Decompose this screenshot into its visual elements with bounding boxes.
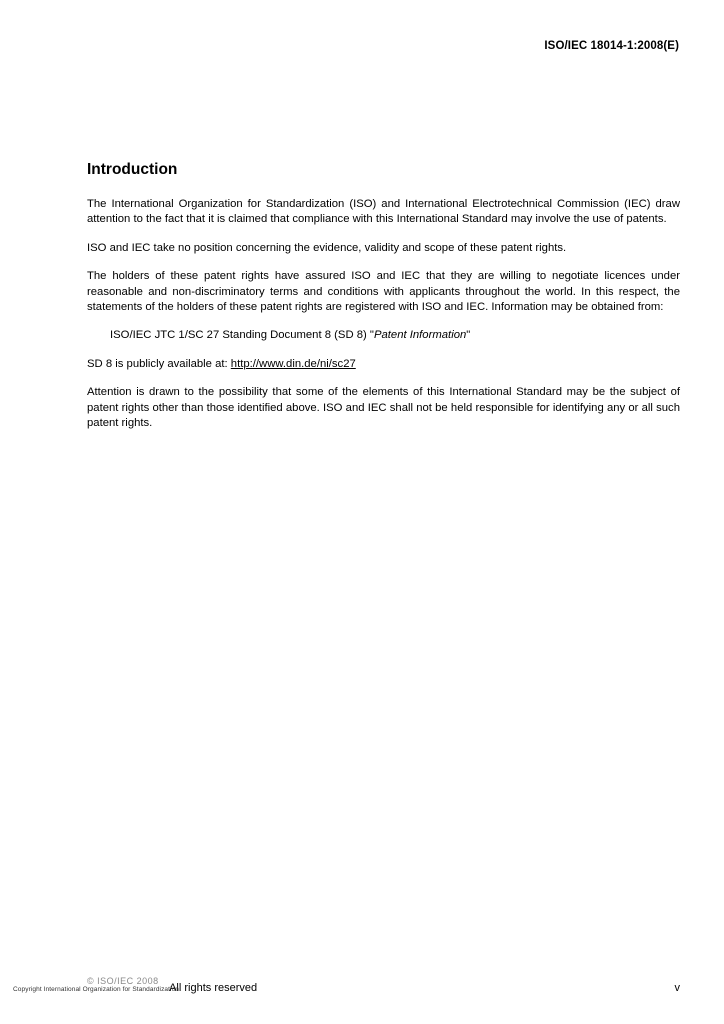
paragraph-holders-assurance: The holders of these patent rights have assured ISO and IEC that they are willing to negotiate licences under reasonable and non-discriminatory terms and conditions with applicants throughout the world. In this respect, the statements of the holders of these patent rights are registered with ISO and IEC. Information may be obtained from:	[87, 270, 680, 314]
availability-prefix: SD 8 is publicly available at:	[87, 357, 231, 370]
standing-document-suffix: "	[466, 329, 471, 342]
paragraph-standing-document	[87, 328, 680, 343]
paragraph-availability	[87, 357, 680, 372]
standing-document-prefix: ISO/IEC JTC 1/SC 27 Standing Document 8 (SD 8) "	[110, 329, 374, 342]
sd8-link[interactable]: http://www.din.de/ni/sc27	[230, 357, 356, 370]
patent-information-title: Patent Information	[373, 329, 467, 342]
copyright-watermark: Copyright International Organization for Standardization	[13, 986, 180, 993]
paragraph-attention: Attention is drawn to the possibility that some of the elements of this International Standard may be the subject of patent rights other than those identified above. ISO and IEC shall not be held responsible for identifying any or all such patent rights.	[87, 386, 680, 430]
footer-copyright-overlay: © ISO/IEC 2008	[87, 976, 159, 986]
paragraph-no-position: ISO and IEC take no position concerning the evidence, validity and scope of these patent rights.	[87, 241, 567, 254]
paragraph-patent-notice: The International Organization for Standardization (ISO) and International Electrotechnical Commission (IEC) draw attention to the fact that it is claimed that compliance with this International Standard may involve the use of patents.	[87, 198, 680, 226]
rights-reserved-text: All rights reserved	[169, 982, 258, 994]
introduction-section	[87, 160, 680, 444]
section-title: Introduction	[87, 161, 178, 178]
document-identifier: ISO/IEC 18014-1:2008(E)	[544, 40, 679, 52]
page-number: v	[674, 982, 680, 994]
